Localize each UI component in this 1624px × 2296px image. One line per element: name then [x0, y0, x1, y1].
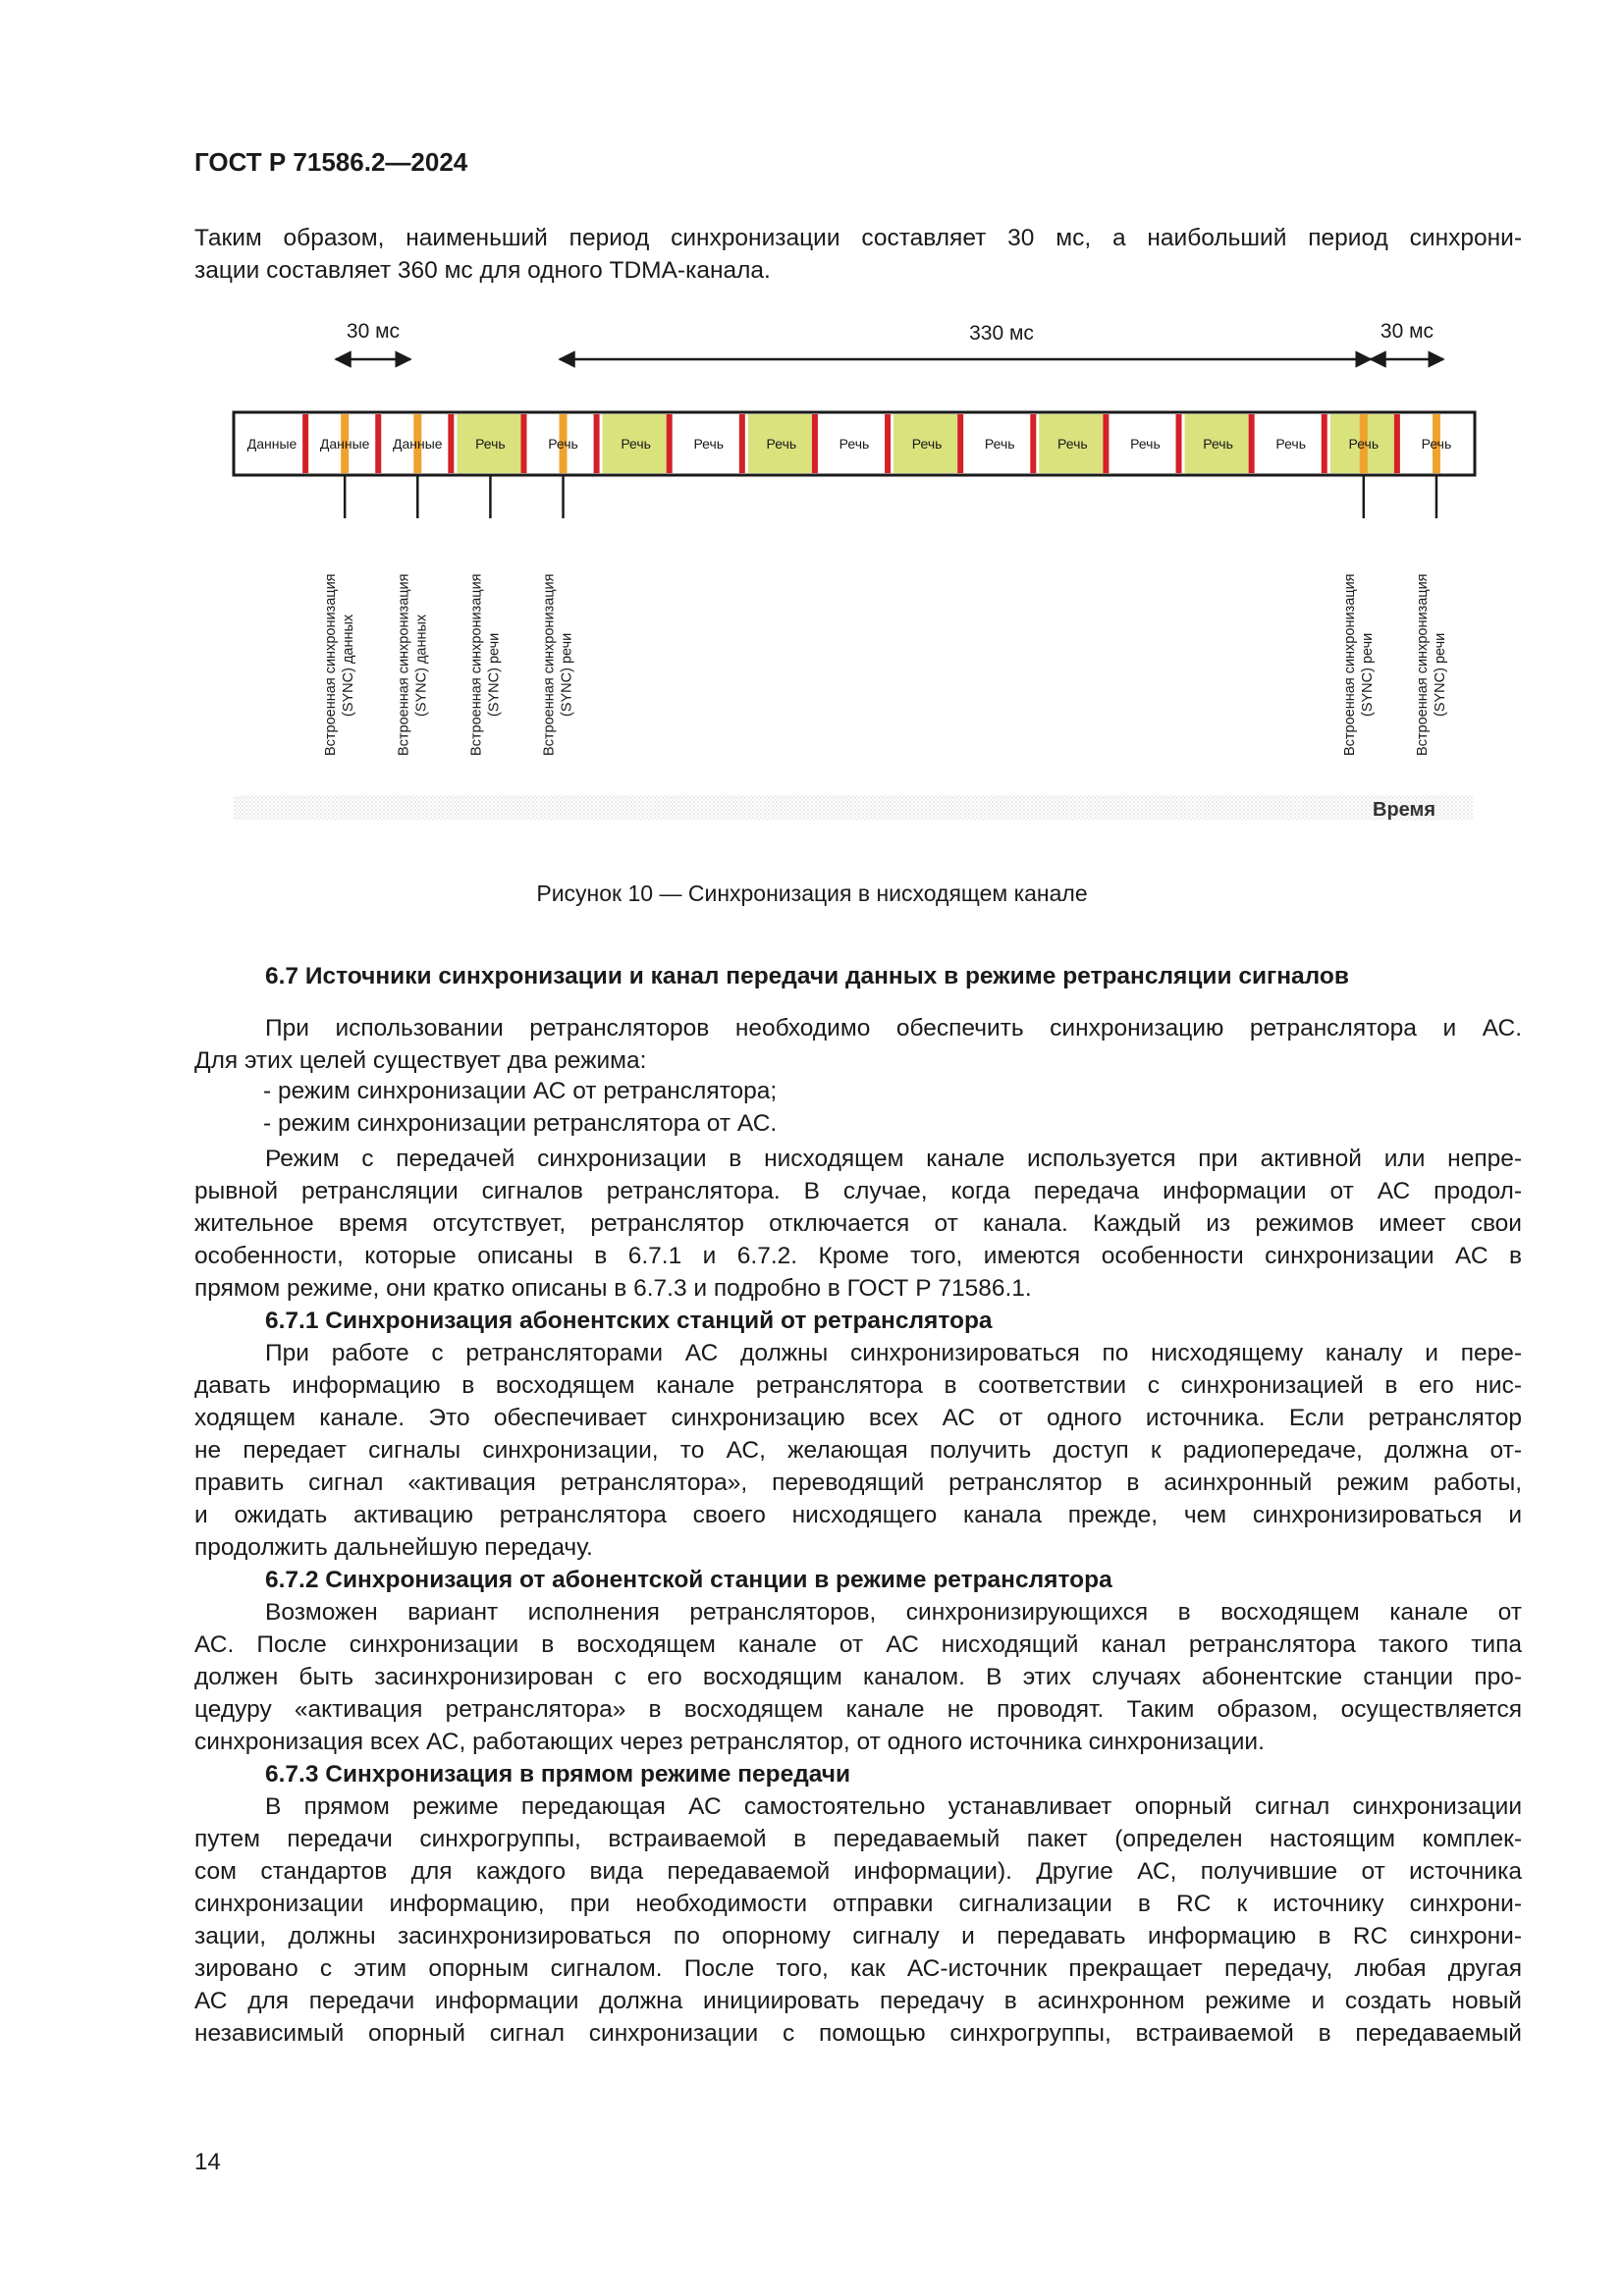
text-line: править сигнал «активация ретранслятора», переводящий ретранслятор в асинхронный режим работы, [194, 1469, 1522, 1496]
text-line: должен быть засинхронизирован с его восходящим каналом. В этих случаях абонентские станции про- [194, 1664, 1522, 1690]
text-line: особенности, которые описаны в 6.7.1 и 6.7.2. Кроме того, имеются особенности синхронизации АС в [194, 1243, 1522, 1269]
slot-separator [1103, 414, 1109, 473]
sync-label: (SYNC) данных [413, 614, 430, 717]
list-item: - режим синхронизации ретранслятора от АС. [263, 1110, 778, 1137]
text-line: синхронизация всех АС, работающих через ретранслятор, от одного источника синхронизации. [194, 1729, 1265, 1755]
sync-label: Встроенная синхронизация [1414, 573, 1431, 756]
section-6-7-2-paragraph [194, 1596, 1522, 1758]
intro-paragraph [194, 222, 1522, 287]
text-line: ходящем канале. Это обеспечивает синхронизацию всех АС от одного источника. Если ретранслятор [194, 1405, 1522, 1431]
text-line: путем передачи синхрогруппы, встраиваемой в передаваемый пакет (определен настоящим комплек- [194, 1826, 1522, 1852]
slot-separator [448, 414, 454, 473]
section-6-7-title: 6.7 Источники синхронизации и канал передачи данных в режиме ретрансляции сигналов [265, 963, 1349, 989]
sync-label: Встроенная синхронизация [323, 573, 340, 756]
tdma-slots [239, 414, 1467, 473]
text-line: продолжить дальнейшую передачу. [194, 1534, 593, 1561]
time-axis [234, 795, 1473, 821]
s67-p1-line-1: При использовании ретрансляторов необходимо обеспечить синхронизацию ретранслятора и АС. [265, 1015, 1522, 1041]
figure-svg [226, 314, 1502, 854]
text-line: Режим с передачей синхронизации в нисходящем канале используется при активной или непре- [265, 1146, 1522, 1172]
slot-separator [1322, 414, 1327, 473]
text-line: жительное время отсутствует, ретранслятор отключается от канала. Каждый из режимов имеет свои [194, 1210, 1522, 1237]
sync-label: Встроенная синхронизация [1341, 573, 1358, 756]
slot-separator [739, 414, 745, 473]
sync-pointers [323, 475, 1448, 756]
text-line: рывной ретрансляции сигналов ретранслятора. В случае, когда передача информации от АС продол- [194, 1178, 1522, 1204]
text-line: АС. После синхронизации в восходящем канале от АС нисходящий канал ретранслятора такого типа [194, 1631, 1522, 1658]
slot-label: Речь [766, 436, 797, 452]
s67-p1-line-2: Для этих целей существует два режима: [194, 1047, 647, 1074]
sync-label: (SYNC) речи [486, 632, 503, 717]
text-line: Возможен вариант исполнения ретрансляторов, синхронизирующихся в восходящем канале от [265, 1599, 1522, 1626]
text-line: При работе с ретрансляторами АС должны синхронизироваться по нисходящему каналу и пере- [265, 1340, 1522, 1366]
slot-label: Данные [246, 436, 298, 452]
slot-separator [1394, 414, 1400, 473]
text-line: АС для передачи информации должна инициировать передачу в асинхронном режиме и создать новый [194, 1988, 1522, 2014]
section-6-7-3-title: 6.7.3 Синхронизация в прямом режиме передачи [265, 1761, 851, 1788]
slot-label: Данные [392, 436, 443, 452]
sync-label: Встроенная синхронизация [541, 573, 558, 756]
slot-separator [1176, 414, 1182, 473]
slot-label: Речь [1421, 436, 1452, 452]
slot-separator [1030, 414, 1036, 473]
slot-separator [520, 414, 526, 473]
text-line: В прямом режиме передающая АС самостоятельно устанавливает опорный сигнал синхронизации [265, 1793, 1522, 1820]
section-6-7-1-title: 6.7.1 Синхронизация абонентских станций от ретранслятора [265, 1308, 993, 1334]
section-6-7-paragraph-1 [194, 1012, 1522, 1077]
page-number: 14 [194, 2149, 221, 2175]
slot-label: Речь [1130, 436, 1161, 452]
slot-label: Речь [475, 436, 506, 452]
slot-separator [375, 414, 381, 473]
slot-label: Речь [1203, 436, 1233, 452]
slot-label: Речь [548, 436, 578, 452]
slot-separator [885, 414, 891, 473]
dim-label-330ms: 330 мс [969, 322, 1034, 345]
dim-label-30ms-right: 30 мс [1380, 320, 1435, 343]
text-line: не передает сигналы синхронизации, то АС, желающая получить доступ к радиопередаче, должна от- [194, 1437, 1522, 1464]
time-axis-label: Время [1373, 799, 1435, 821]
sync-label: (SYNC) данных [341, 614, 357, 717]
slot-separator [1249, 414, 1255, 473]
slot-label: Речь [1275, 436, 1307, 452]
text-line: цедуру «активация ретранслятора» в восходящем канале не проводят. Таким образом, осуществляется [194, 1696, 1522, 1723]
section-6-7-2-title: 6.7.2 Синхронизация от абонентской станции в режиме ретранслятора [265, 1567, 1112, 1593]
document-id: ГОСТ Р 71586.2—2024 [194, 147, 468, 177]
text-line: синхронизации информацию, при необходимости отправки сигнализации в RC к источнику синхрони- [194, 1891, 1522, 1917]
sync-label: (SYNC) речи [1432, 632, 1448, 717]
intro-line-1: Таким образом, наименьший период синхронизации составляет 30 мс, а наибольший период синхрони- [194, 225, 1522, 251]
section-6-7-3-paragraph [194, 1790, 1522, 2050]
slot-separator [594, 414, 600, 473]
text-line: зации, должны засинхронизироваться по опорному сигналу и передавать информацию в RC синхрони- [194, 1923, 1522, 1949]
text-line: давать информацию в восходящем канале ретранслятора в соответствии с синхронизацией в его нис- [194, 1372, 1522, 1399]
slot-label: Речь [621, 436, 651, 452]
text-line: сом стандартов для каждого вида передаваемой информации). Другие АС, получившие от источника [194, 1858, 1522, 1885]
slot-label: Речь [839, 436, 870, 452]
slot-label: Речь [693, 436, 725, 452]
slot-label: Речь [1057, 436, 1088, 452]
sync-label: Встроенная синхронизация [396, 573, 412, 756]
sync-label: (SYNC) речи [1359, 632, 1376, 717]
intro-line-2: зации составляет 360 мс для одного TDMA-канала. [194, 257, 771, 284]
slot-separator [812, 414, 818, 473]
list-item: - режим синхронизации АС от ретранслятора; [263, 1078, 778, 1104]
sync-label: (SYNC) речи [559, 632, 575, 717]
text-line: прямом режиме, они кратко описаны в 6.7.3 и подробно в ГОСТ Р 71586.1. [194, 1275, 1032, 1302]
text-line: и ожидать активацию ретранслятора своего нисходящего канала прежде, чем синхронизироваться и [194, 1502, 1522, 1528]
section-6-7-1-paragraph [194, 1337, 1522, 1564]
figure-caption: Рисунок 10 — Синхронизация в нисходящем канале [536, 881, 1088, 906]
text-line: зировано с этим опорным сигналом. После того, как АС-источник прекращает передачу, любая другая [194, 1955, 1522, 1982]
slot-separator [667, 414, 673, 473]
slot-label: Данные [319, 436, 370, 452]
text-line: независимый опорный сигнал синхронизации с помощью синхрогруппы, встраиваемой в передаваемый [194, 2020, 1522, 2047]
figure-sync-downlink [226, 314, 1502, 854]
slot-label: Речь [911, 436, 943, 452]
slot-separator [957, 414, 963, 473]
slot-separator [302, 414, 308, 473]
slot-label: Речь [1348, 436, 1380, 452]
dim-label-30ms-left: 30 мс [346, 320, 401, 343]
sync-label: Встроенная синхронизация [468, 573, 485, 756]
slot-label: Речь [984, 436, 1015, 452]
section-6-7-paragraph-2 [194, 1143, 1522, 1305]
